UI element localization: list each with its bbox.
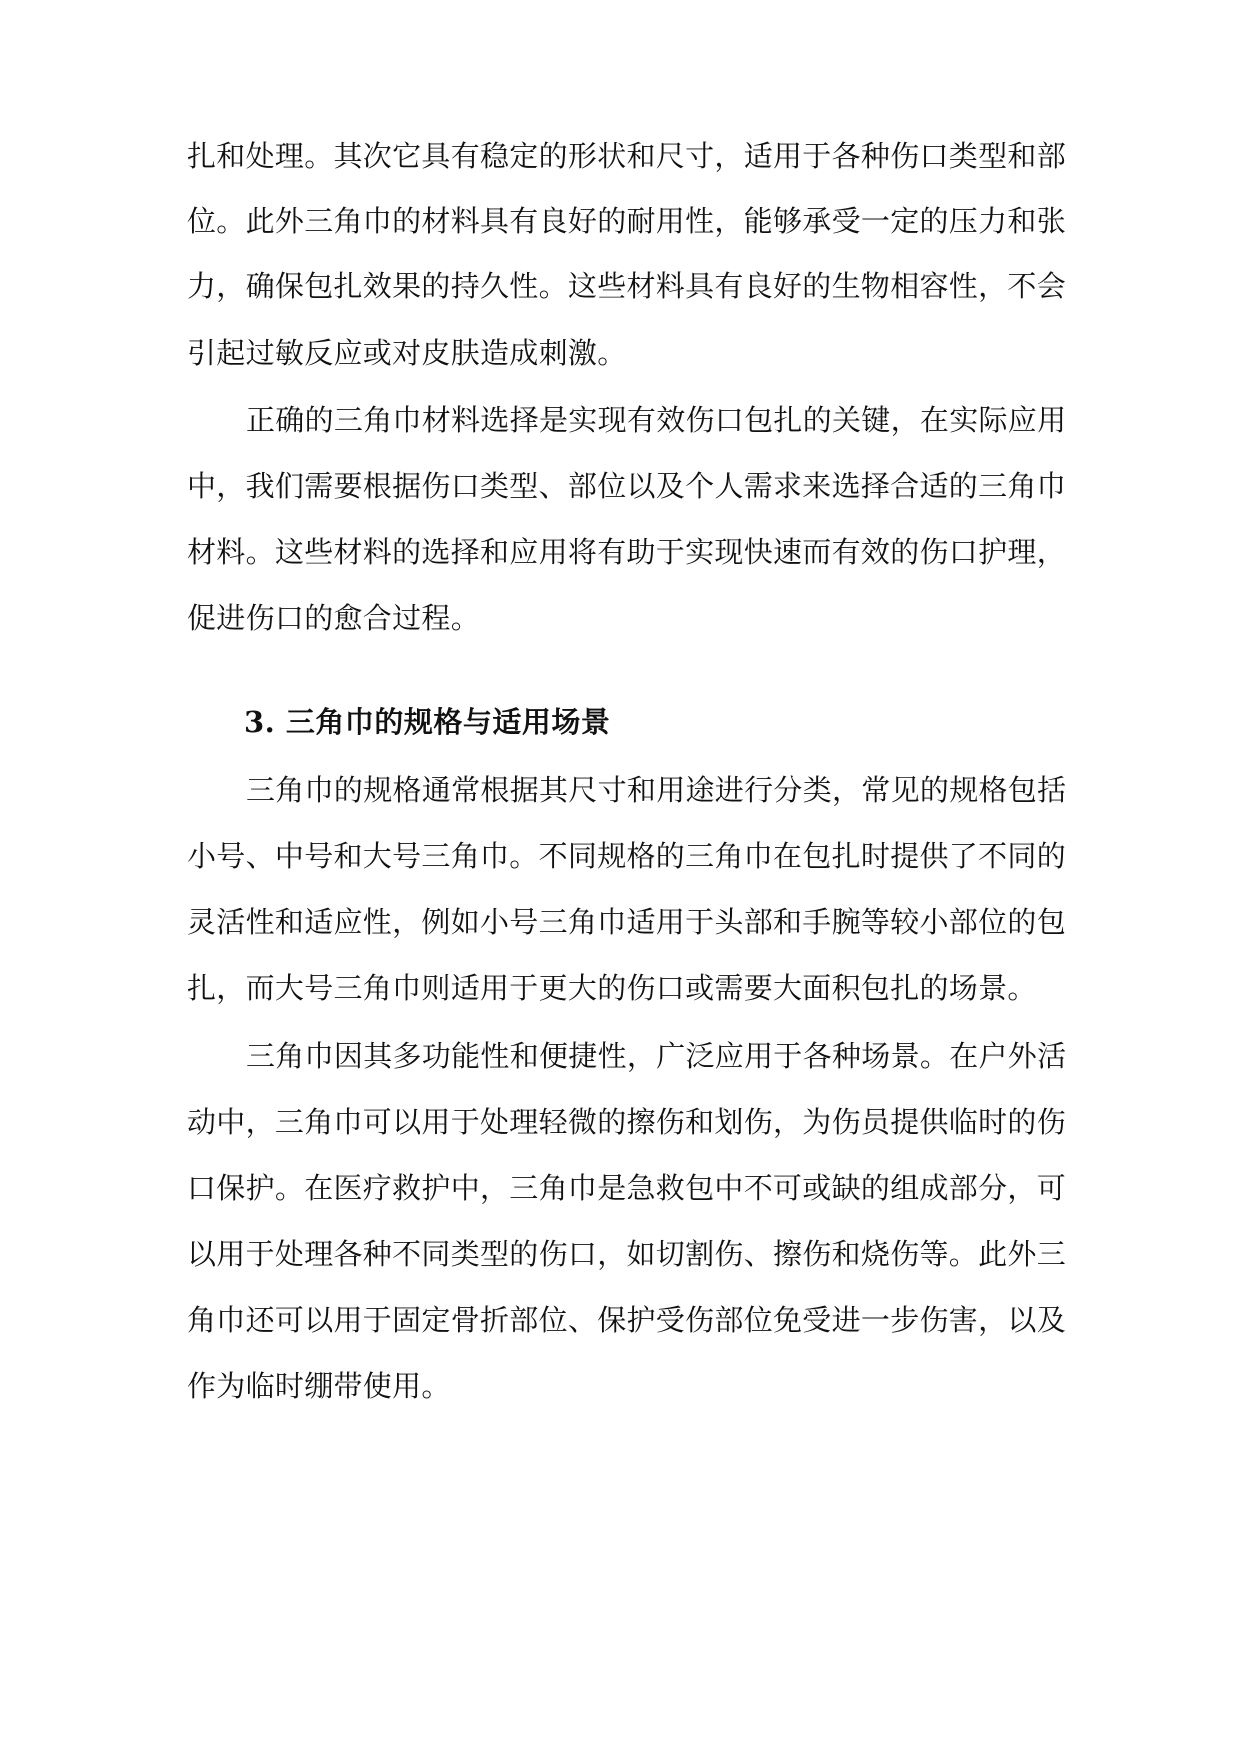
- text-line: 扎，而大号三角巾则适用于更大的伤口或需要大面积包扎的场景。: [187, 971, 1037, 1005]
- text-line: 促进伤口的愈合过程。: [187, 601, 481, 635]
- text-line: 以用于处理各种不同类型的伤口，如切割伤、擦伤和烧伤等。此外三: [187, 1237, 1067, 1271]
- text-line: 三角巾因其多功能性和便捷性，广泛应用于各种场景。在户外活: [246, 1039, 1067, 1073]
- text-line: 力，确保包扎效果的持久性。这些材料具有良好的生物相容性，不会: [187, 269, 1067, 303]
- text-line: 正确的三角巾材料选择是实现有效伤口包扎的关键，在实际应用: [246, 403, 1067, 437]
- text-line: 引起过敏反应或对皮肤造成刺激。: [187, 336, 627, 370]
- section-heading: 3. 三角巾的规格与适用场景: [244, 705, 611, 739]
- text-line: 位。此外三角巾的材料具有良好的耐用性，能够承受一定的压力和张: [187, 204, 1067, 238]
- text-line: 小号、中号和大号三角巾。不同规格的三角巾在包扎时提供了不同的: [187, 839, 1067, 873]
- text-line: 作为临时绷带使用。: [187, 1369, 451, 1403]
- text-line: 中，我们需要根据伤口类型、部位以及个人需求来选择合适的三角巾: [187, 469, 1067, 503]
- text-line: 灵活性和适应性，例如小号三角巾适用于头部和手腕等较小部位的包: [187, 905, 1067, 939]
- text-line: 扎和处理。其次它具有稳定的形状和尺寸，适用于各种伤口类型和部: [187, 139, 1067, 173]
- text-line: 角巾还可以用于固定骨折部位、保护受伤部位免受进一步伤害，以及: [187, 1303, 1067, 1337]
- text-line: 三角巾的规格通常根据其尺寸和用途进行分类，常见的规格包括: [246, 773, 1067, 807]
- text-line: 材料。这些材料的选择和应用将有助于实现快速而有效的伤口护理，: [187, 535, 1067, 569]
- text-line: 动中，三角巾可以用于处理轻微的擦伤和划伤，为伤员提供临时的伤: [187, 1105, 1067, 1139]
- text-line: 口保护。在医疗救护中，三角巾是急救包中不可或缺的组成部分，可: [187, 1171, 1067, 1205]
